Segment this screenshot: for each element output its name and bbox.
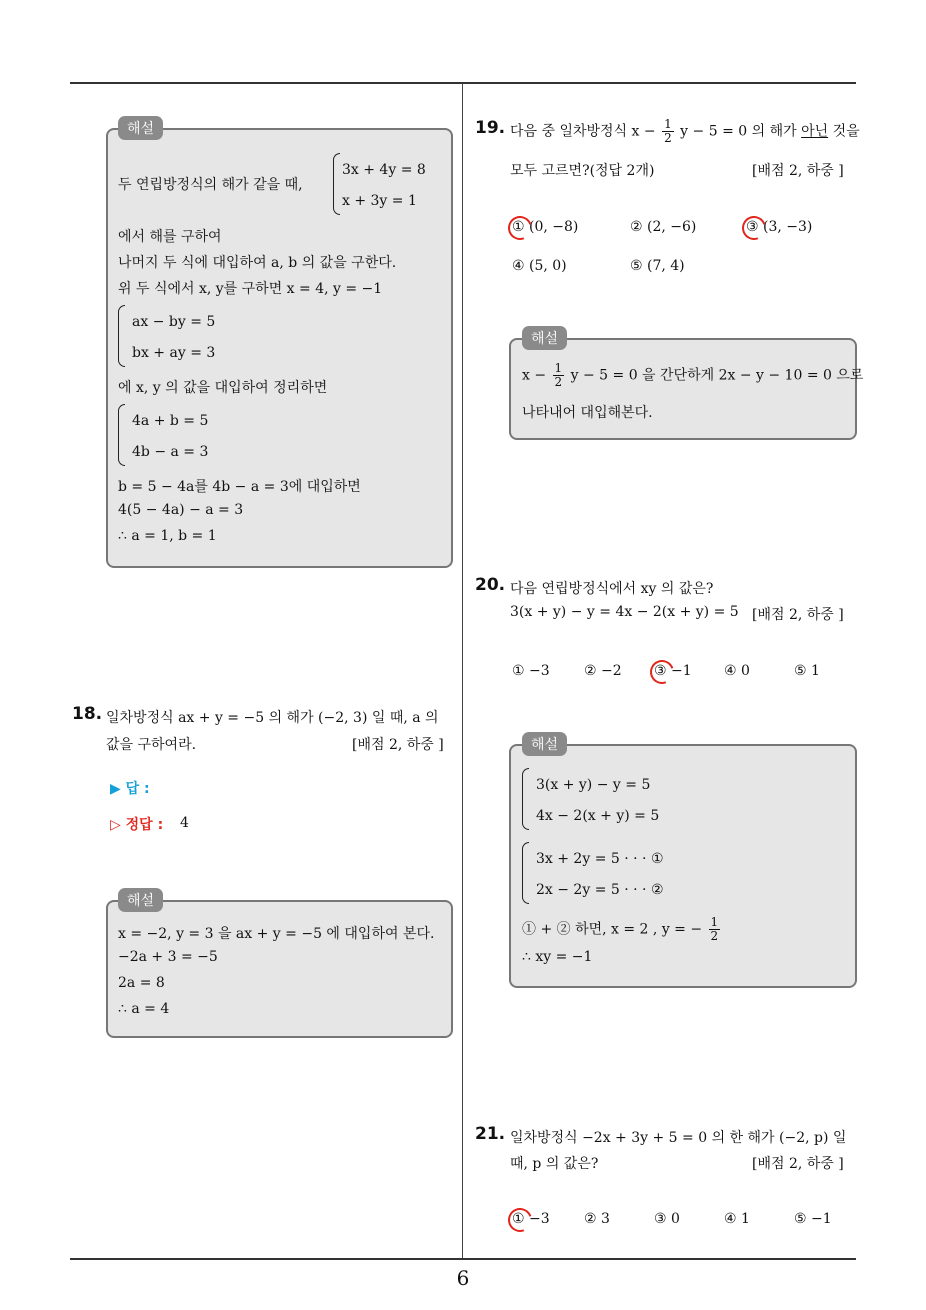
q20-line2: 3(x + y) − y = 4x − 2(x + y) = 5 bbox=[510, 604, 739, 620]
sol17-line3: 위 두 식에서 x, y를 구하면 x = 4, y = −1 bbox=[118, 281, 383, 297]
question-number-21: 21. bbox=[475, 1124, 506, 1144]
q20-choice-3[interactable]: ③ −1 bbox=[654, 663, 692, 679]
q21-points: [배점 2, 하중 ] bbox=[752, 1156, 844, 1172]
solution-tag: 해설 bbox=[118, 888, 163, 912]
q20-points: [배점 2, 하중 ] bbox=[752, 607, 844, 623]
brace bbox=[118, 305, 125, 367]
solution-tag: 해설 bbox=[522, 326, 567, 350]
q19-sol-line2: 나타내어 대입해본다. bbox=[522, 405, 653, 421]
sol17-line4: 에 x, y 의 값을 대입하여 정리하면 bbox=[118, 380, 328, 396]
sol17-line2: 나머지 두 식에 대입하여 a, b 의 값을 구한다. bbox=[118, 255, 397, 271]
q19-line1 bbox=[510, 118, 860, 145]
sol17-intro: 두 연립방정식의 해가 같을 때, bbox=[118, 177, 303, 193]
q20-choice-1[interactable]: ① −3 bbox=[512, 663, 550, 679]
sol17-sys2-eq2: bx + ay = 3 bbox=[132, 345, 216, 361]
selected-mark bbox=[504, 1204, 536, 1236]
brace bbox=[522, 842, 529, 904]
q21-line2: 때, p 의 값은? bbox=[510, 1156, 599, 1172]
column-divider bbox=[462, 84, 463, 1258]
q19-sol-line1 bbox=[522, 362, 863, 389]
selected-mark bbox=[738, 212, 770, 244]
fraction-half: $\frac{1}{2}$ bbox=[710, 915, 719, 943]
question-number-20: 20. bbox=[475, 575, 506, 595]
q21-line1: 일차방정식 −2x + 3y + 5 = 0 의 한 해가 (−2, p) 일 bbox=[510, 1130, 847, 1146]
bottom-rule bbox=[70, 1258, 856, 1260]
q19-points: [배점 2, 하중 ] bbox=[752, 163, 844, 179]
sol17-sys1-eq2: x + 3y = 1 bbox=[342, 193, 417, 209]
selected-mark bbox=[646, 656, 678, 688]
sol17-sys3-eq2: 4b − a = 3 bbox=[132, 444, 209, 460]
q18-line2: 값을 구하여라. bbox=[106, 737, 197, 753]
q19-choice-2[interactable]: ② (2, −6) bbox=[630, 219, 697, 235]
brace bbox=[118, 404, 125, 466]
q20-choice-5[interactable]: ⑤ 1 bbox=[794, 663, 820, 679]
sol17-sys2-eq1: ax − by = 5 bbox=[132, 314, 216, 330]
q20-choice-2[interactable]: ② −2 bbox=[584, 663, 622, 679]
sol17-sys1-eq1: 3x + 4y = 8 bbox=[342, 162, 426, 178]
q19-choice-1[interactable]: ① (0, −8) bbox=[512, 219, 579, 235]
brace bbox=[333, 153, 340, 215]
q21-choice-1[interactable]: ① −3 bbox=[512, 1211, 550, 1227]
sol17-sys3-eq1: 4a + b = 5 bbox=[132, 413, 209, 429]
q19-text-pre: 다음 중 일차방정식 x − bbox=[510, 123, 656, 140]
q18-sol-line2: −2a + 3 = −5 bbox=[118, 949, 218, 965]
solution-box-19 bbox=[509, 338, 857, 440]
page-number: 6 bbox=[456, 1266, 470, 1290]
q20-sol-end: ∴ xy = −1 bbox=[522, 949, 593, 965]
q19-underlined: 아닌 bbox=[801, 123, 829, 140]
q18-sol-line1: x = −2, y = 3 을 ax + y = −5 에 대입하여 본다. bbox=[118, 926, 435, 942]
q18-sol-line4: ∴ a = 4 bbox=[118, 1001, 170, 1017]
sol17-line5: b = 5 − 4a를 4b − a = 3에 대입하면 bbox=[118, 479, 361, 495]
question-number-19: 19. bbox=[475, 118, 506, 138]
q19-choice-5[interactable]: ⑤ (7, 4) bbox=[630, 258, 685, 274]
q19-sol-pre: x − bbox=[522, 367, 547, 384]
q19-line2: 모두 고르면?(정답 2개) bbox=[510, 163, 655, 179]
correct-answer-value: 4 bbox=[180, 815, 189, 831]
q20-sysA-eq1: 3(x + y) − y = 5 bbox=[536, 777, 651, 793]
q19-sol-post: y − 5 = 0 을 간단하게 2x − y − 10 = 0 으로 bbox=[570, 367, 864, 384]
q21-choice-2[interactable]: ② 3 bbox=[584, 1211, 610, 1227]
sol17-line1: 에서 해를 구하여 bbox=[118, 229, 222, 245]
question-number-18: 18. bbox=[72, 704, 103, 724]
q20-sol-line bbox=[522, 916, 722, 943]
answer-label: ▶ 답 : bbox=[110, 781, 150, 797]
solution-tag: 해설 bbox=[522, 732, 567, 756]
q18-points: [배점 2, 하중 ] bbox=[352, 737, 444, 753]
q20-choice-4[interactable]: ④ 0 bbox=[724, 663, 750, 679]
q18-line1: 일차방정식 ax + y = −5 의 해가 (−2, 3) 일 때, a 의 bbox=[106, 710, 439, 726]
fraction-half: $\frac{1}{2}$ bbox=[664, 117, 672, 145]
q21-choice-5[interactable]: ⑤ −1 bbox=[794, 1211, 832, 1227]
selected-mark bbox=[504, 212, 536, 244]
sol17-line7: ∴ a = 1, b = 1 bbox=[118, 528, 217, 544]
q19-text-post: y − 5 = 0 의 해가 bbox=[680, 123, 797, 140]
fraction-half: $\frac{1}{2}$ bbox=[554, 361, 563, 389]
solution-tag: 해설 bbox=[118, 116, 163, 140]
solution-box-18 bbox=[106, 900, 453, 1038]
q21-choice-3[interactable]: ③ 0 bbox=[654, 1211, 680, 1227]
q20-sysB-eq1: 3x + 2y = 5 · · · ① bbox=[536, 851, 664, 867]
q20-sysA-eq2: 4x − 2(x + y) = 5 bbox=[536, 808, 660, 824]
q20-line1: 다음 연립방정식에서 xy 의 값은? bbox=[510, 581, 714, 597]
q20-sysB-eq2: 2x − 2y = 5 · · · ② bbox=[536, 882, 664, 898]
top-rule bbox=[70, 82, 856, 84]
q18-sol-line3: 2a = 8 bbox=[118, 975, 165, 991]
q21-choice-4[interactable]: ④ 1 bbox=[724, 1211, 750, 1227]
correct-answer-label: ▷ 정답 : bbox=[110, 817, 164, 833]
q19-choice-3[interactable]: ③ (3, −3) bbox=[746, 219, 813, 235]
brace bbox=[522, 768, 529, 830]
q20-sol-pre: ① + ② 하면, x = 2 , y = − bbox=[522, 921, 703, 938]
q19-choice-4[interactable]: ④ (5, 0) bbox=[512, 258, 567, 274]
sol17-line6: 4(5 − 4a) − a = 3 bbox=[118, 502, 244, 518]
q19-text-end: 것을 bbox=[832, 123, 860, 140]
